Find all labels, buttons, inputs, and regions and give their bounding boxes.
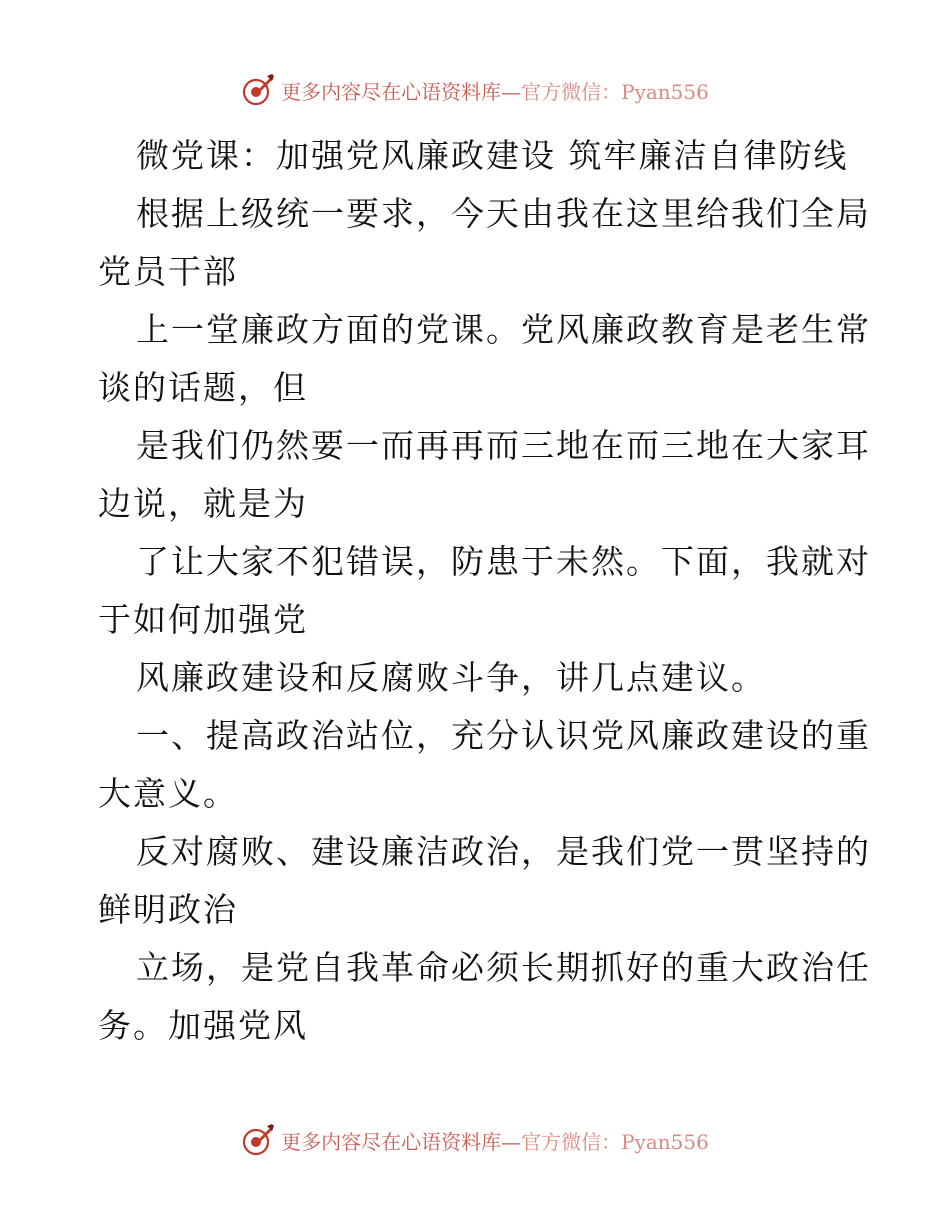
text-line: 根据上级统一要求，今天由我在这里给我们全局 (136, 194, 871, 233)
text-line: 大意义。 (98, 774, 238, 813)
text-line: 立场，是党自我革命必须长期抓好的重大政治任 (136, 948, 871, 987)
text-line: 边说，就是为 (98, 484, 308, 523)
text-line: 于如何加强党 (98, 600, 308, 639)
text-line: 鲜明政治 (98, 890, 238, 929)
pen-nib-logo-icon (241, 1123, 275, 1157)
text-line: 是我们仍然要一而再再而三地在而三地在大家耳 (136, 426, 871, 465)
text-line: 了让大家不犯错误，防患于未然。下面，我就对 (136, 542, 871, 581)
footer-banner (0, 1120, 950, 1160)
footer-banner-text: 更多内容尽在心语资料库—官方微信：Pyan556 (281, 1129, 709, 1154)
header-banner-text: 更多内容尽在心语资料库—官方微信：Pyan556 (281, 79, 709, 104)
text-line: 反对腐败、建设廉洁政治，是我们党一贯坚持的 (136, 832, 871, 871)
text-line: 务。加强党风 (98, 1006, 308, 1045)
header-banner (0, 70, 950, 110)
text-line: 党员干部 (98, 252, 238, 291)
text-line: 风廉政建设和反腐败斗争，讲几点建议。 (136, 658, 766, 697)
text-line: 谈的话题，但 (98, 368, 308, 407)
document-body (98, 127, 871, 1055)
text-line: 一、提高政治站位，充分认识党风廉政建设的重 (136, 716, 871, 755)
pen-nib-logo-icon (241, 73, 275, 107)
document-title: 微党课：加强党风廉政建设 筑牢廉洁自律防线 (136, 136, 849, 175)
text-line: 上一堂廉政方面的党课。党风廉政教育是老生常 (136, 310, 871, 349)
